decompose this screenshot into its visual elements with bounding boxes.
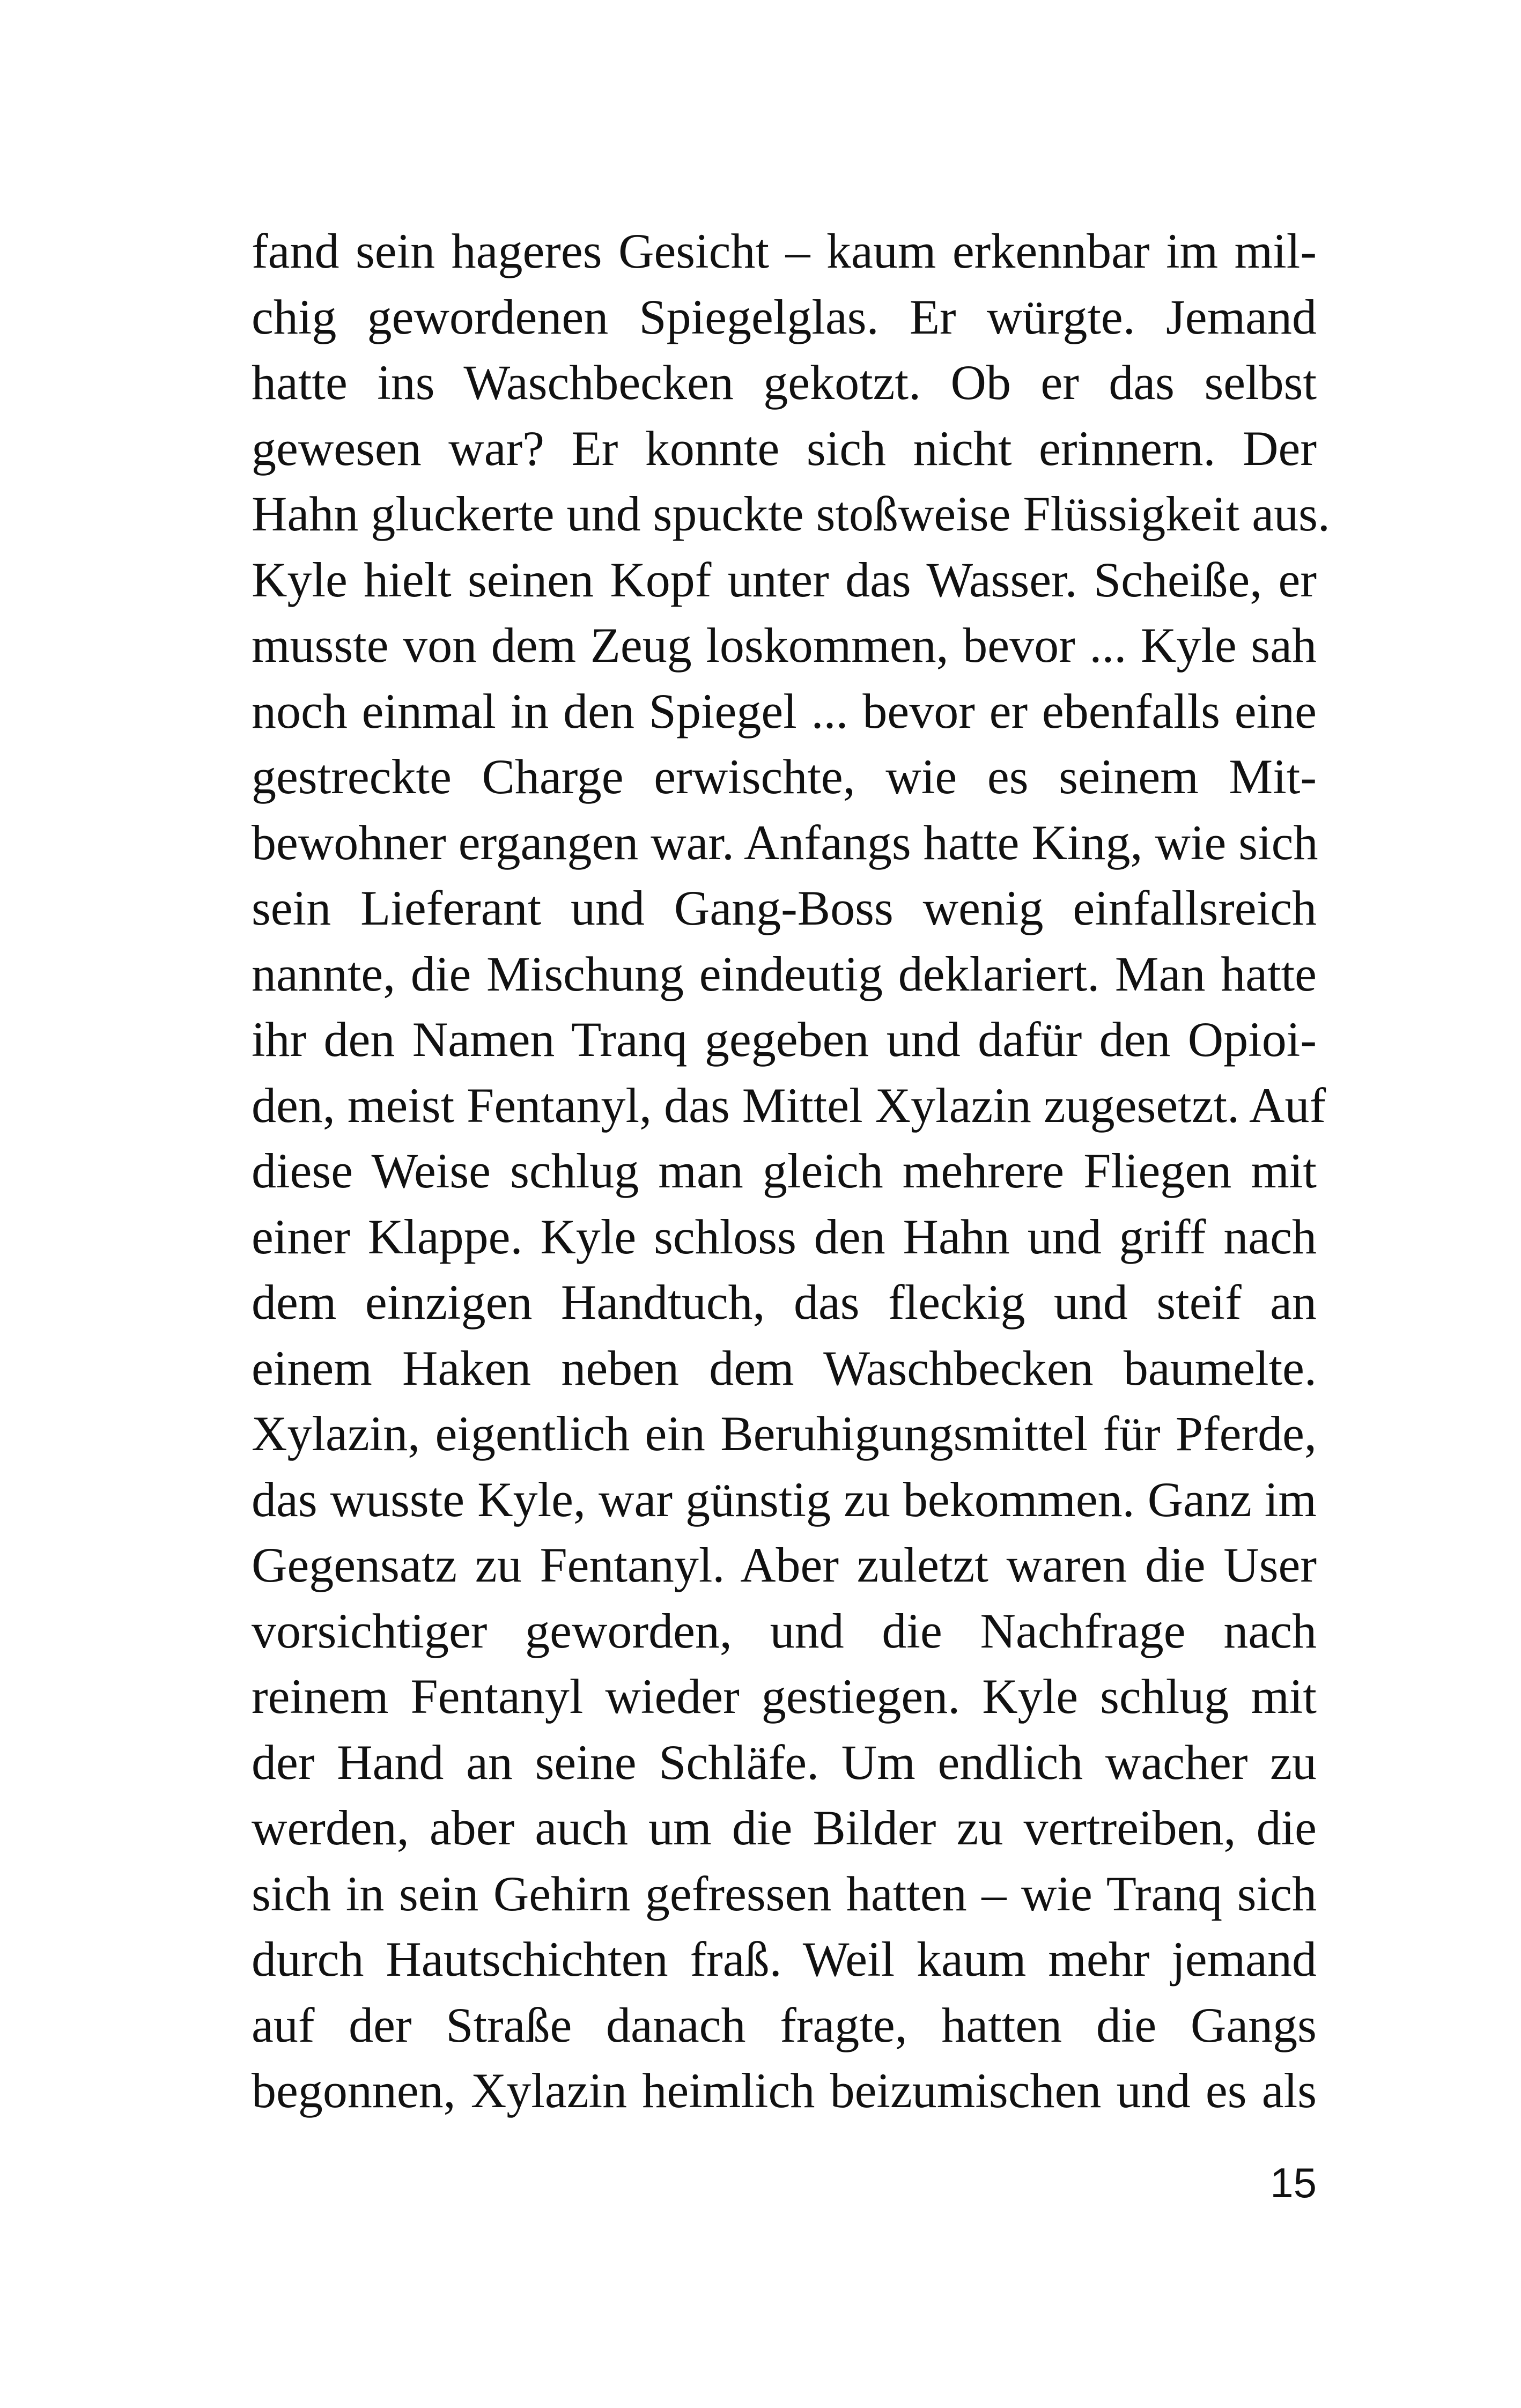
text-line-25: werden, aber auch um die Bilder zu vertreiben, die [252, 1800, 1317, 1855]
text-line-11: sein Lieferant und Gang-Boss wenig einfallsreich [252, 881, 1317, 935]
text-line-4: gewesen war? Er konnte sich nicht erinnern. Der [252, 420, 1317, 476]
text-line-2: chig gewordenen Spiegelglas. Er würgte. Jemand [252, 289, 1317, 344]
text-line-17: dem einzigen Handtuch, das fleckig und steif an [252, 1275, 1317, 1329]
text-line-1: fand sein hageres Gesicht – kaum erkennbar im mil- [252, 224, 1317, 278]
text-line-24: der Hand an seine Schläfe. Um endlich wacher zu [252, 1734, 1317, 1790]
text-line-27: durch Hautschichten fraß. Weil kaum mehr jemand [252, 1932, 1317, 1986]
text-line-14: den, meist Fentanyl, das Mittel Xylazin zugesetzt. Auf [252, 1077, 1326, 1133]
text-line-18: einem Haken neben dem Waschbecken baumelte. [252, 1340, 1317, 1395]
text-line-22: vorsichtiger geworden, und die Nachfrage nach [252, 1603, 1317, 1658]
text-line-10: bewohner ergangen war. Anfangs hatte King, wie sich [252, 815, 1318, 870]
text-line-13: ihr den Namen Tranq gegeben und dafür den Opioi- [252, 1012, 1317, 1067]
text-line-20: das wusste Kyle, war günstig zu bekommen. Ganz im [252, 1472, 1317, 1527]
text-line-8: noch einmal in den Spiegel ... bevor er ebenfalls eine [252, 683, 1317, 738]
text-line-23: reinem Fentanyl wieder gestiegen. Kyle schlug mit [252, 1669, 1317, 1724]
text-line-19: Xylazin, eigentlich ein Beruhigungsmittel für Pferde, [252, 1406, 1317, 1461]
text-line-5: Hahn gluckerte und spuckte stoßweise Flüssigkeit aus. [252, 486, 1330, 541]
text-line-21: Gegensatz zu Fentanyl. Aber zuletzt waren die User [252, 1538, 1317, 1592]
text-line-28: auf der Straße danach fragte, hatten die Gangs [252, 1997, 1317, 2052]
text-line-7: musste von dem Zeug loskommen, bevor ... Kyle sah [252, 618, 1317, 673]
text-line-29: begonnen, Xylazin heimlich beizumischen und es als [252, 2063, 1317, 2118]
text-line-3: hatte ins Waschbecken gekotzt. Ob er das selbst [252, 355, 1317, 410]
text-line-15: diese Weise schlug man gleich mehrere Fliegen mit [252, 1143, 1317, 1198]
text-line-16: einer Klappe. Kyle schloss den Hahn und griff nach [252, 1209, 1317, 1264]
text-line-9: gestreckte Charge erwischte, wie es seinem Mit- [252, 749, 1317, 804]
text-line-26: sich in sein Gehirn gefressen hatten – wie Tranq sich [252, 1866, 1317, 1921]
body-text [252, 218, 1330, 2124]
text-line-12: nannte, die Mischung eindeutig deklariert. Man hatte [252, 946, 1317, 1001]
text-line-6: Kyle hielt seinen Kopf unter das Wasser. Scheiße, er [252, 552, 1317, 607]
page-number: 15 [1270, 2159, 1317, 2206]
